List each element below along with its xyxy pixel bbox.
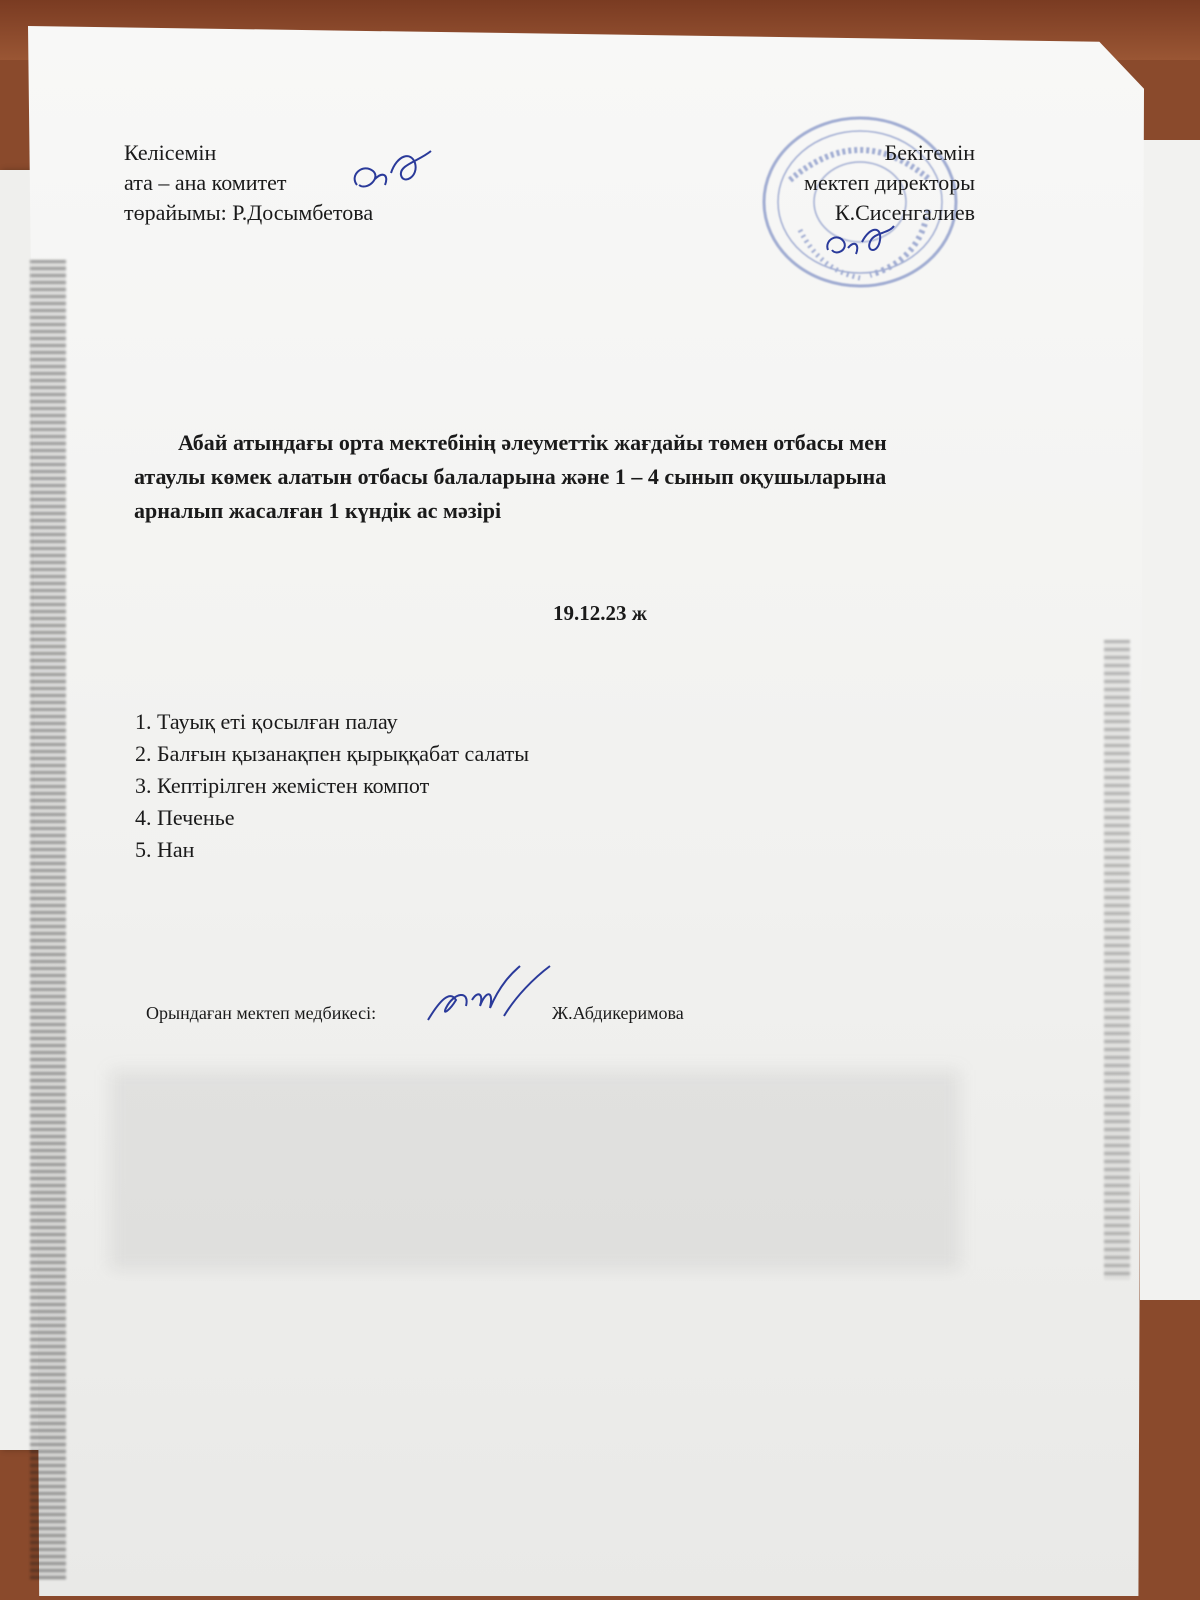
document-date: 19.12.23 ж — [553, 601, 647, 625]
title-line-2: атаулы көмек алатын отбасы балаларына және 1 – 4 сынып оқушыларына — [134, 464, 887, 489]
performer-name: Ж.Абдикеримова — [552, 1003, 684, 1023]
toner-streak-left — [30, 260, 66, 1580]
menu-list — [135, 706, 529, 866]
director-name: К.Сисенгалиев — [834, 200, 975, 225]
title-line-3: арналып жасалған 1 күндік ас мәзірі — [134, 498, 502, 523]
nurse-signature — [420, 960, 555, 1030]
approval-block — [765, 138, 975, 228]
performer-label: Орындаған мектеп медбикесі: — [146, 1003, 377, 1023]
agreement-block — [124, 138, 373, 228]
document-title — [134, 426, 1054, 528]
committee-chair: төрайымы: Р.Досымбетова — [124, 200, 374, 225]
show-through-shadow — [110, 1070, 960, 1270]
director-signature — [822, 222, 897, 267]
menu-item: 3. Кептірілген жемістен компот — [135, 773, 430, 798]
underlying-sheet-right — [1140, 140, 1200, 1300]
menu-item: 2. Балғын қызанақпен қырыққабат салаты — [135, 741, 530, 766]
menu-item: 5. Нан — [135, 837, 195, 862]
menu-item: 1. Тауық еті қосылған палау — [135, 709, 398, 734]
toner-streak-right — [1104, 640, 1130, 1280]
approval-label: Бекітемін — [884, 140, 975, 165]
menu-item: 4. Печенье — [135, 805, 235, 830]
committee-name: ата – ана комитет — [124, 170, 287, 195]
title-line-1: Абай атындағы орта мектебінің әлеуметтік жағдайы төмен отбасы мен — [178, 430, 887, 455]
agreement-label: Келісемін — [124, 140, 217, 165]
director-title: мектеп директоры — [804, 170, 975, 195]
